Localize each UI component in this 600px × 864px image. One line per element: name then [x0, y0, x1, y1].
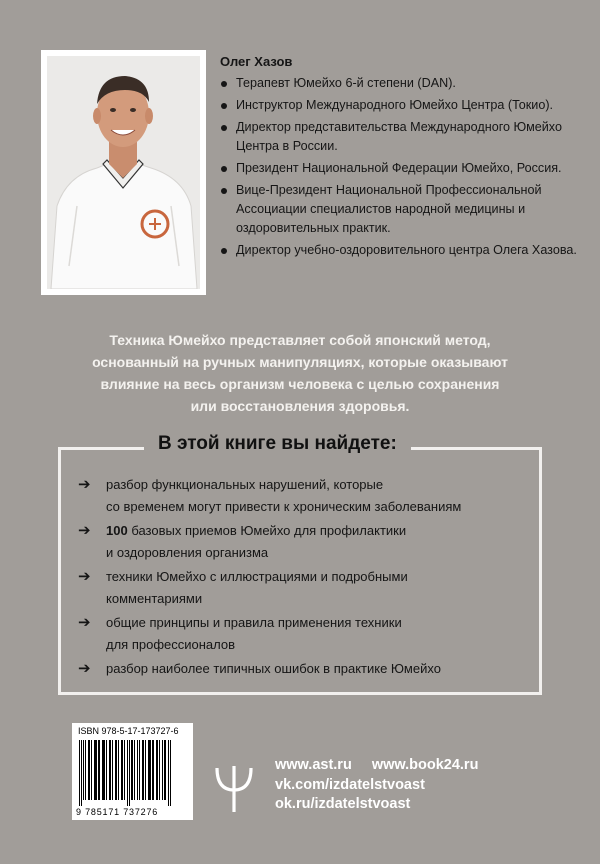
barcode-bar — [156, 740, 158, 800]
arrow-icon: ➔ — [78, 660, 91, 677]
barcode-bar — [159, 740, 160, 800]
barcode-bar — [98, 740, 100, 800]
barcode-bar — [127, 740, 128, 806]
intro-line: или восстановления здоровья. — [190, 398, 410, 414]
intro-line: Техника Юмейхо представляет собой японский метод, — [109, 332, 491, 348]
author-info — [220, 52, 580, 263]
author-photo-frame — [41, 50, 206, 295]
isbn-text: ISBN 978-5-17-173727-6 — [78, 726, 179, 736]
barcode-bar — [170, 740, 171, 806]
isbn-barcode — [72, 723, 193, 820]
barcode-bar — [152, 740, 154, 800]
item-line: разбор функциональных нарушений, которые — [106, 477, 384, 492]
barcode-bar — [79, 740, 80, 806]
barcode-bar — [112, 740, 113, 800]
barcode-bar — [137, 740, 138, 800]
barcode-bar — [109, 740, 111, 800]
arrow-icon: ➔ — [78, 568, 91, 585]
link-book24[interactable]: www.book24.ru — [371, 757, 479, 773]
author-portrait-illustration — [47, 56, 200, 289]
link-vk[interactable]: vk.com/izdatelstvoast — [275, 776, 425, 793]
barcode-bar — [81, 740, 82, 806]
arrow-icon: ➔ — [78, 522, 91, 539]
publisher-links — [275, 756, 575, 815]
barcode-bar — [134, 740, 135, 800]
barcode-bar — [145, 740, 146, 800]
author-credentials-list — [220, 74, 580, 260]
barcode-bar — [118, 740, 119, 800]
arrow-icon: ➔ — [78, 476, 91, 493]
barcode-bar — [164, 740, 166, 800]
barcode-bar — [162, 740, 163, 800]
barcode-bar — [91, 740, 92, 800]
book-contents-list — [78, 474, 528, 682]
item-line: для профессионалов — [106, 637, 236, 652]
book-contents-item — [78, 658, 528, 680]
barcode-bars — [77, 740, 188, 806]
intro-text — [40, 329, 560, 417]
barcode-bar — [168, 740, 169, 806]
item-emphasis: 100 — [106, 523, 128, 538]
book-contents-item — [78, 566, 528, 610]
credential-item: Президент Национальной Федерации Юмейхо, Россия. — [220, 159, 580, 178]
barcode-bar — [121, 740, 123, 800]
barcode-bar — [94, 740, 97, 800]
link-ast[interactable]: www.ast.ru — [275, 757, 352, 773]
item-line: и оздоровления организма — [106, 545, 269, 560]
item-line: общие принципы и правила применения техники — [106, 615, 402, 630]
book-contents-item — [78, 520, 528, 564]
item-line: со временем могут привести к хроническим заболеваниям — [106, 499, 462, 514]
item-line: комментариями — [106, 591, 203, 606]
barcode-bar — [85, 740, 86, 800]
barcode-bar — [139, 740, 140, 800]
publisher-logo-icon — [213, 764, 255, 814]
barcode-bar — [129, 740, 130, 806]
intro-line: основанный на ручных манипуляциях, которые оказывают — [92, 354, 508, 370]
credential-item: Директор учебно-оздоровительного центра Олега Хазова. — [220, 241, 580, 260]
arrow-icon: ➔ — [78, 614, 91, 631]
author-photo — [47, 56, 200, 289]
credential-item: Вице-Президент Национальной Профессиональной Ассоциации специалистов народной медицины и оздоровительных практик. — [220, 181, 580, 238]
barcode-bar — [83, 740, 84, 800]
item-line: разбор наиболее типичных ошибок в практике Юмейхо — [106, 661, 441, 676]
barcode-bar — [102, 740, 105, 800]
barcode-bar — [124, 740, 125, 800]
barcode-bar — [106, 740, 107, 800]
item-line-text: базовых приемов Юмейхо для профилактики — [127, 523, 407, 538]
barcode-bar — [115, 740, 117, 800]
barcode-number: 9 785171 737276 — [76, 807, 159, 817]
barcode-bar — [148, 740, 151, 800]
credential-item: Терапевт Юмейхо 6-й степени (DAN). — [220, 74, 580, 93]
item-line — [106, 520, 406, 542]
book-contents-title: В этой книге вы найдете: — [144, 430, 411, 458]
link-ok[interactable]: ok.ru/izdatelstvoast — [275, 796, 411, 812]
barcode-bar — [88, 740, 90, 800]
intro-line: влияние на весь организм человека с целью сохранения — [100, 376, 500, 392]
author-name: Олег Хазов — [220, 54, 293, 69]
book-contents-item — [78, 474, 528, 518]
credential-item: Инструктор Международного Юмейхо Центра (Токио). — [220, 96, 580, 115]
barcode-bar — [142, 740, 144, 800]
item-line: техники Юмейхо с иллюстрациями и подробными — [106, 569, 408, 584]
book-contents-item — [78, 612, 528, 656]
barcode-bar — [131, 740, 133, 800]
credential-item: Директор представительства Международного Юмейхо Центра в России. — [220, 118, 580, 156]
